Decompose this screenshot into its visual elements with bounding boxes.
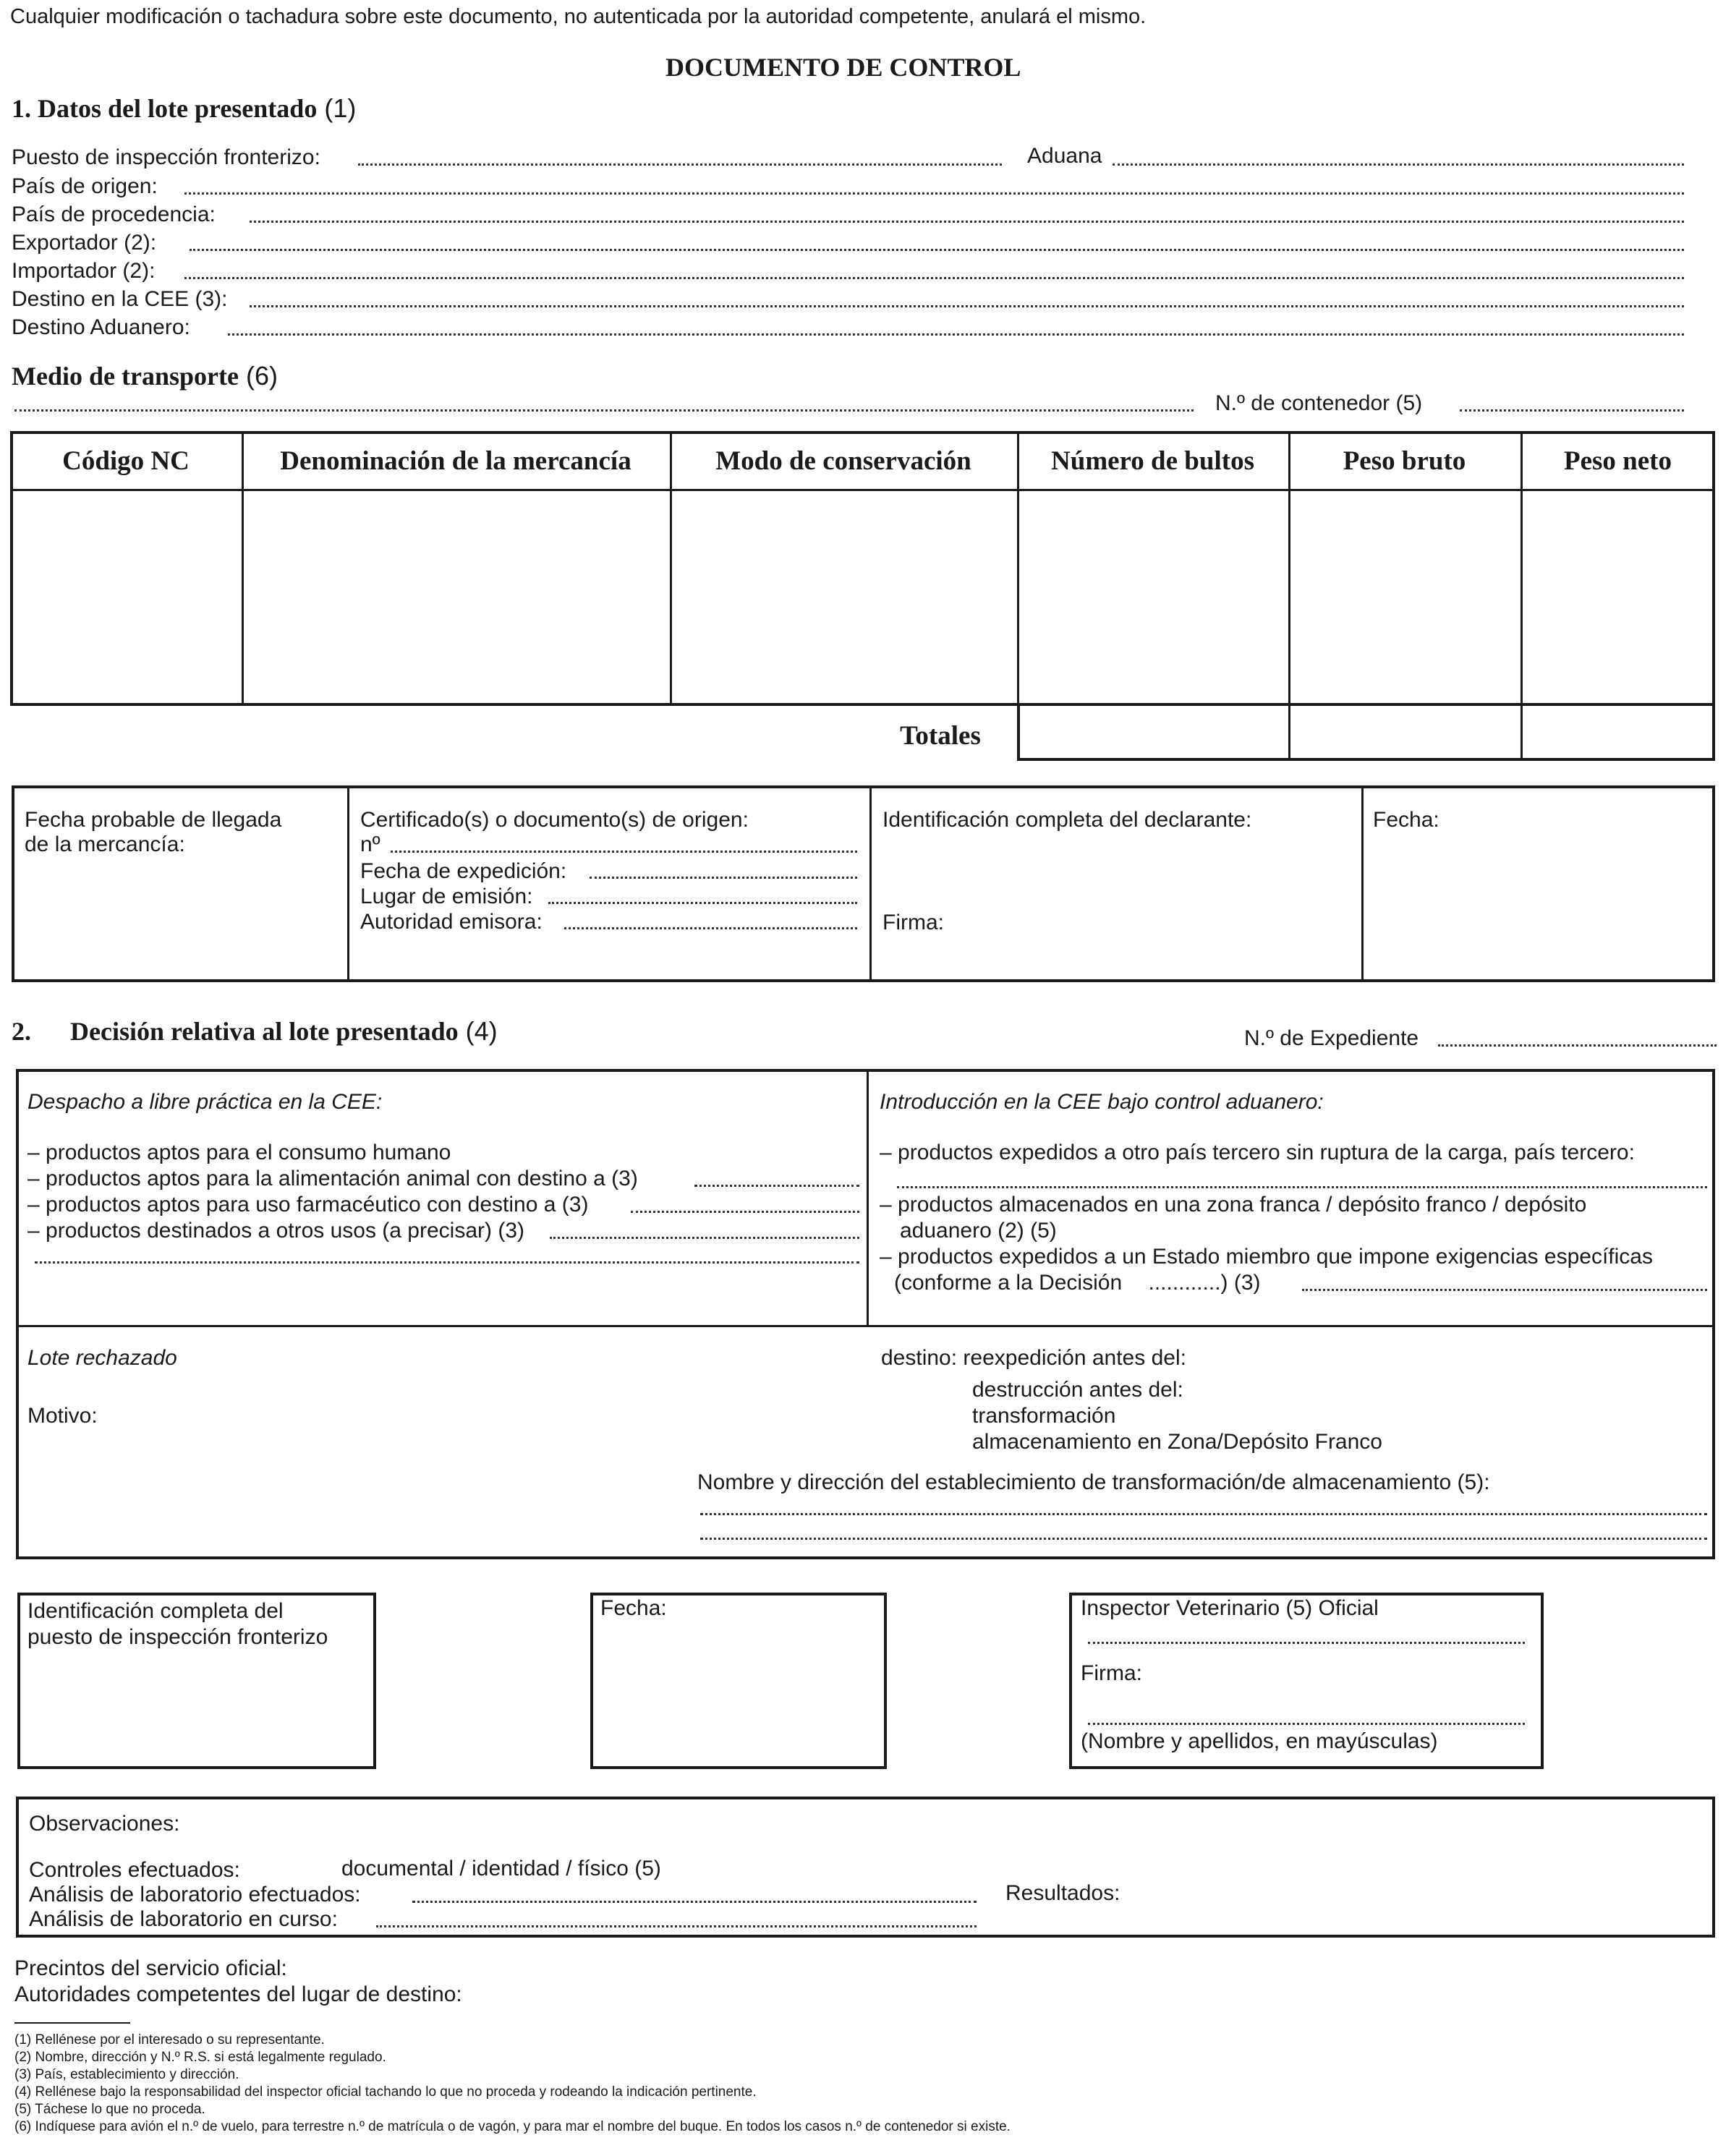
declarante-fecha-label: Fecha: bbox=[1373, 808, 1439, 832]
establecimiento-line[interactable] bbox=[700, 1513, 1707, 1515]
destino-label: destino: reexpedición antes del: bbox=[881, 1346, 1186, 1370]
certificado-n-line[interactable] bbox=[391, 851, 857, 853]
inspector-nombre-label: (Nombre y apellidos, en mayúsculas) bbox=[1081, 1729, 1438, 1753]
autoridad-emisora-line[interactable] bbox=[564, 927, 857, 929]
almacenamiento-label: almacenamiento en Zona/Depósito Franco bbox=[972, 1430, 1382, 1454]
arrival-divider bbox=[1361, 785, 1364, 982]
puesto-box-label-2: puesto de inspección fronterizo bbox=[27, 1625, 328, 1649]
fecha-llegada-label-1: Fecha probable de llegada bbox=[25, 808, 282, 832]
destruccion-label: destrucción antes del: bbox=[972, 1378, 1183, 1402]
decision-divider bbox=[867, 1069, 869, 1325]
introduccion-item: – productos expedidos a otro país tercero sin ruptura de la carga, país tercero: bbox=[880, 1141, 1635, 1164]
motivo-label: Motivo: bbox=[27, 1404, 98, 1428]
introduccion-item-line[interactable] bbox=[1302, 1289, 1707, 1291]
despacho-item: – productos aptos para la alimentación animal con destino a (3) bbox=[27, 1167, 638, 1190]
field-destino-cee-line[interactable] bbox=[250, 305, 1684, 307]
establecimiento-line[interactable] bbox=[700, 1538, 1707, 1540]
analisis-curso-label: Análisis de laboratorio en curso: bbox=[29, 1907, 338, 1931]
despacho-extra-line[interactable] bbox=[35, 1261, 859, 1264]
field-pais-origen-label: País de origen: bbox=[12, 174, 158, 198]
col-header-bultos: Número de bultos bbox=[1051, 446, 1254, 476]
footnote: (6) Indíquese para avión el n.º de vuelo, para terrestre n.º de matrícula o de vagón, y para mar el nombre del buque. En todos los casos n.º de contenedor si existe. bbox=[14, 2119, 1011, 2134]
despacho-item: – productos aptos para uso farmacéutico con destino a (3) bbox=[27, 1193, 589, 1217]
field-destino-aduanero-line[interactable] bbox=[228, 333, 1684, 336]
document-title: DOCUMENTO DE CONTROL bbox=[665, 53, 1021, 82]
totals-row bbox=[1017, 703, 1715, 761]
analisis-efectuados-label: Análisis de laboratorio efectuados: bbox=[29, 1883, 361, 1906]
footnote: (4) Rellénese bajo la responsabilidad del inspector oficial tachando lo que no proceda y rodeando la indicación pertinente. bbox=[14, 2084, 757, 2100]
inspector-firma-label: Firma: bbox=[1081, 1661, 1142, 1685]
despacho-item-line[interactable] bbox=[631, 1211, 859, 1213]
introduccion-item: – productos expedidos a un Estado miembro que impone exigencias específicas bbox=[880, 1245, 1653, 1269]
controles-value: documental / identidad / físico (5) bbox=[341, 1857, 661, 1880]
precintos-label: Precintos del servicio oficial: bbox=[14, 1956, 287, 1980]
observaciones-title: Observaciones: bbox=[29, 1812, 180, 1836]
autoridad-emisora-label: Autoridad emisora: bbox=[360, 910, 543, 934]
controles-label: Controles efectuados: bbox=[29, 1858, 240, 1882]
expediente-label: N.º de Expediente bbox=[1244, 1026, 1419, 1050]
inspector-label: Inspector Veterinario (5) Oficial bbox=[1081, 1596, 1379, 1620]
footnote: (3) País, establecimiento y dirección. bbox=[14, 2067, 239, 2082]
rechazado-title: Lote rechazado bbox=[27, 1346, 177, 1370]
footnote-rule bbox=[14, 2022, 130, 2024]
transport-heading: Medio de transporte (6) bbox=[12, 361, 278, 391]
col-header-codigo: Código NC bbox=[62, 446, 190, 476]
introduccion-item-cont: (conforme a la Decisión ............) (3) bbox=[894, 1271, 1261, 1295]
declarante-label: Identificación completa del declarante: bbox=[882, 808, 1252, 832]
section1-heading: 1. Datos del lote presentado (1) bbox=[12, 93, 357, 123]
field-exportador-line[interactable] bbox=[190, 249, 1684, 251]
field-pais-procedencia-line[interactable] bbox=[250, 221, 1684, 223]
field-pais-procedencia-label: País de procedencia: bbox=[12, 203, 216, 226]
fecha-expedicion-label: Fecha de expedición: bbox=[360, 859, 567, 883]
despacho-item: – productos destinados a otros usos (a precisar) (3) bbox=[27, 1219, 524, 1243]
goods-table-header-rule bbox=[10, 489, 1715, 491]
fecha-box-label: Fecha: bbox=[600, 1596, 667, 1620]
despacho-item-line[interactable] bbox=[550, 1237, 859, 1239]
field-puesto-label: Puesto de inspección fronterizo: bbox=[12, 145, 320, 169]
col-header-peso-neto: Peso neto bbox=[1564, 446, 1672, 476]
field-destino-aduanero-label: Destino Aduanero: bbox=[12, 315, 190, 339]
footnote: (5) Táchese lo que no proceda. bbox=[14, 2102, 205, 2117]
fecha-expedicion-line[interactable] bbox=[590, 877, 857, 879]
inspector-line[interactable] bbox=[1088, 1642, 1525, 1644]
introduccion-title: Introducción en la CEE bajo control aduanero: bbox=[880, 1090, 1324, 1114]
field-aduana-line[interactable] bbox=[1113, 163, 1684, 166]
declarante-firma-label: Firma: bbox=[882, 911, 944, 934]
field-importador-label: Importador (2): bbox=[12, 259, 156, 283]
field-exportador-label: Exportador (2): bbox=[12, 231, 157, 255]
puesto-box-label-1: Identificación completa del bbox=[27, 1599, 284, 1623]
footnote: (1) Rellénese por el interesado o su representante. bbox=[14, 2032, 325, 2048]
introduccion-item: – productos almacenados en una zona franca / depósito franco / depósito bbox=[880, 1193, 1587, 1217]
col-header-denominacion: Denominación de la mercancía bbox=[280, 446, 631, 476]
arrival-divider bbox=[347, 785, 349, 982]
field-aduana-label: Aduana bbox=[1027, 144, 1102, 168]
certificado-n-label: nº bbox=[360, 832, 380, 856]
lugar-emision-label: Lugar de emisión: bbox=[360, 885, 533, 908]
section2-heading: 2. Decisión relativa al lote presentado (4) bbox=[12, 1016, 498, 1046]
analisis-curso-line[interactable] bbox=[376, 1925, 977, 1927]
autoridades-label: Autoridades competentes del lugar de destino: bbox=[14, 1982, 462, 2006]
inspector-firma-line[interactable] bbox=[1088, 1723, 1525, 1725]
introduccion-item-line[interactable] bbox=[897, 1186, 1707, 1188]
analisis-efectuados-line[interactable] bbox=[412, 1901, 977, 1903]
despacho-item-line[interactable] bbox=[694, 1185, 859, 1187]
field-puesto-line[interactable] bbox=[358, 163, 1002, 166]
col-header-conservacion: Modo de conservación bbox=[715, 446, 971, 476]
footnote: (2) Nombre, dirección y N.º R.S. si está legalmente regulado. bbox=[14, 2050, 386, 2065]
despacho-title: Despacho a libre práctica en la CEE: bbox=[27, 1090, 383, 1114]
container-line[interactable] bbox=[1460, 409, 1684, 412]
warning-text: Cualquier modificación o tachadura sobre este documento, no autenticada por la autoridad competente, anulará el mismo. bbox=[10, 5, 1147, 28]
arrival-divider bbox=[869, 785, 872, 982]
field-pais-origen-line[interactable] bbox=[184, 192, 1684, 195]
container-label: N.º de contenedor (5) bbox=[1215, 391, 1423, 415]
lugar-emision-line[interactable] bbox=[548, 902, 857, 904]
col-header-peso-bruto: Peso bruto bbox=[1343, 446, 1466, 476]
transport-line[interactable] bbox=[14, 409, 1194, 412]
introduccion-item-cont: aduanero (2) (5) bbox=[900, 1219, 1057, 1243]
fecha-llegada-label-2: de la mercancía: bbox=[25, 832, 185, 856]
field-destino-cee-label: Destino en la CEE (3): bbox=[12, 287, 228, 311]
decision-rule bbox=[16, 1325, 1715, 1327]
field-importador-line[interactable] bbox=[184, 277, 1684, 279]
despacho-item: – productos aptos para el consumo humano bbox=[27, 1141, 451, 1164]
certificados-label: Certificado(s) o documento(s) de origen: bbox=[360, 808, 749, 832]
transformacion-label: transformación bbox=[972, 1404, 1116, 1428]
resultados-label: Resultados: bbox=[1005, 1881, 1120, 1905]
expediente-line[interactable] bbox=[1438, 1044, 1717, 1047]
totals-label: Totales bbox=[900, 721, 981, 751]
establecimiento-label: Nombre y dirección del establecimiento de transformación/de almacenamiento (5): bbox=[697, 1470, 1490, 1494]
